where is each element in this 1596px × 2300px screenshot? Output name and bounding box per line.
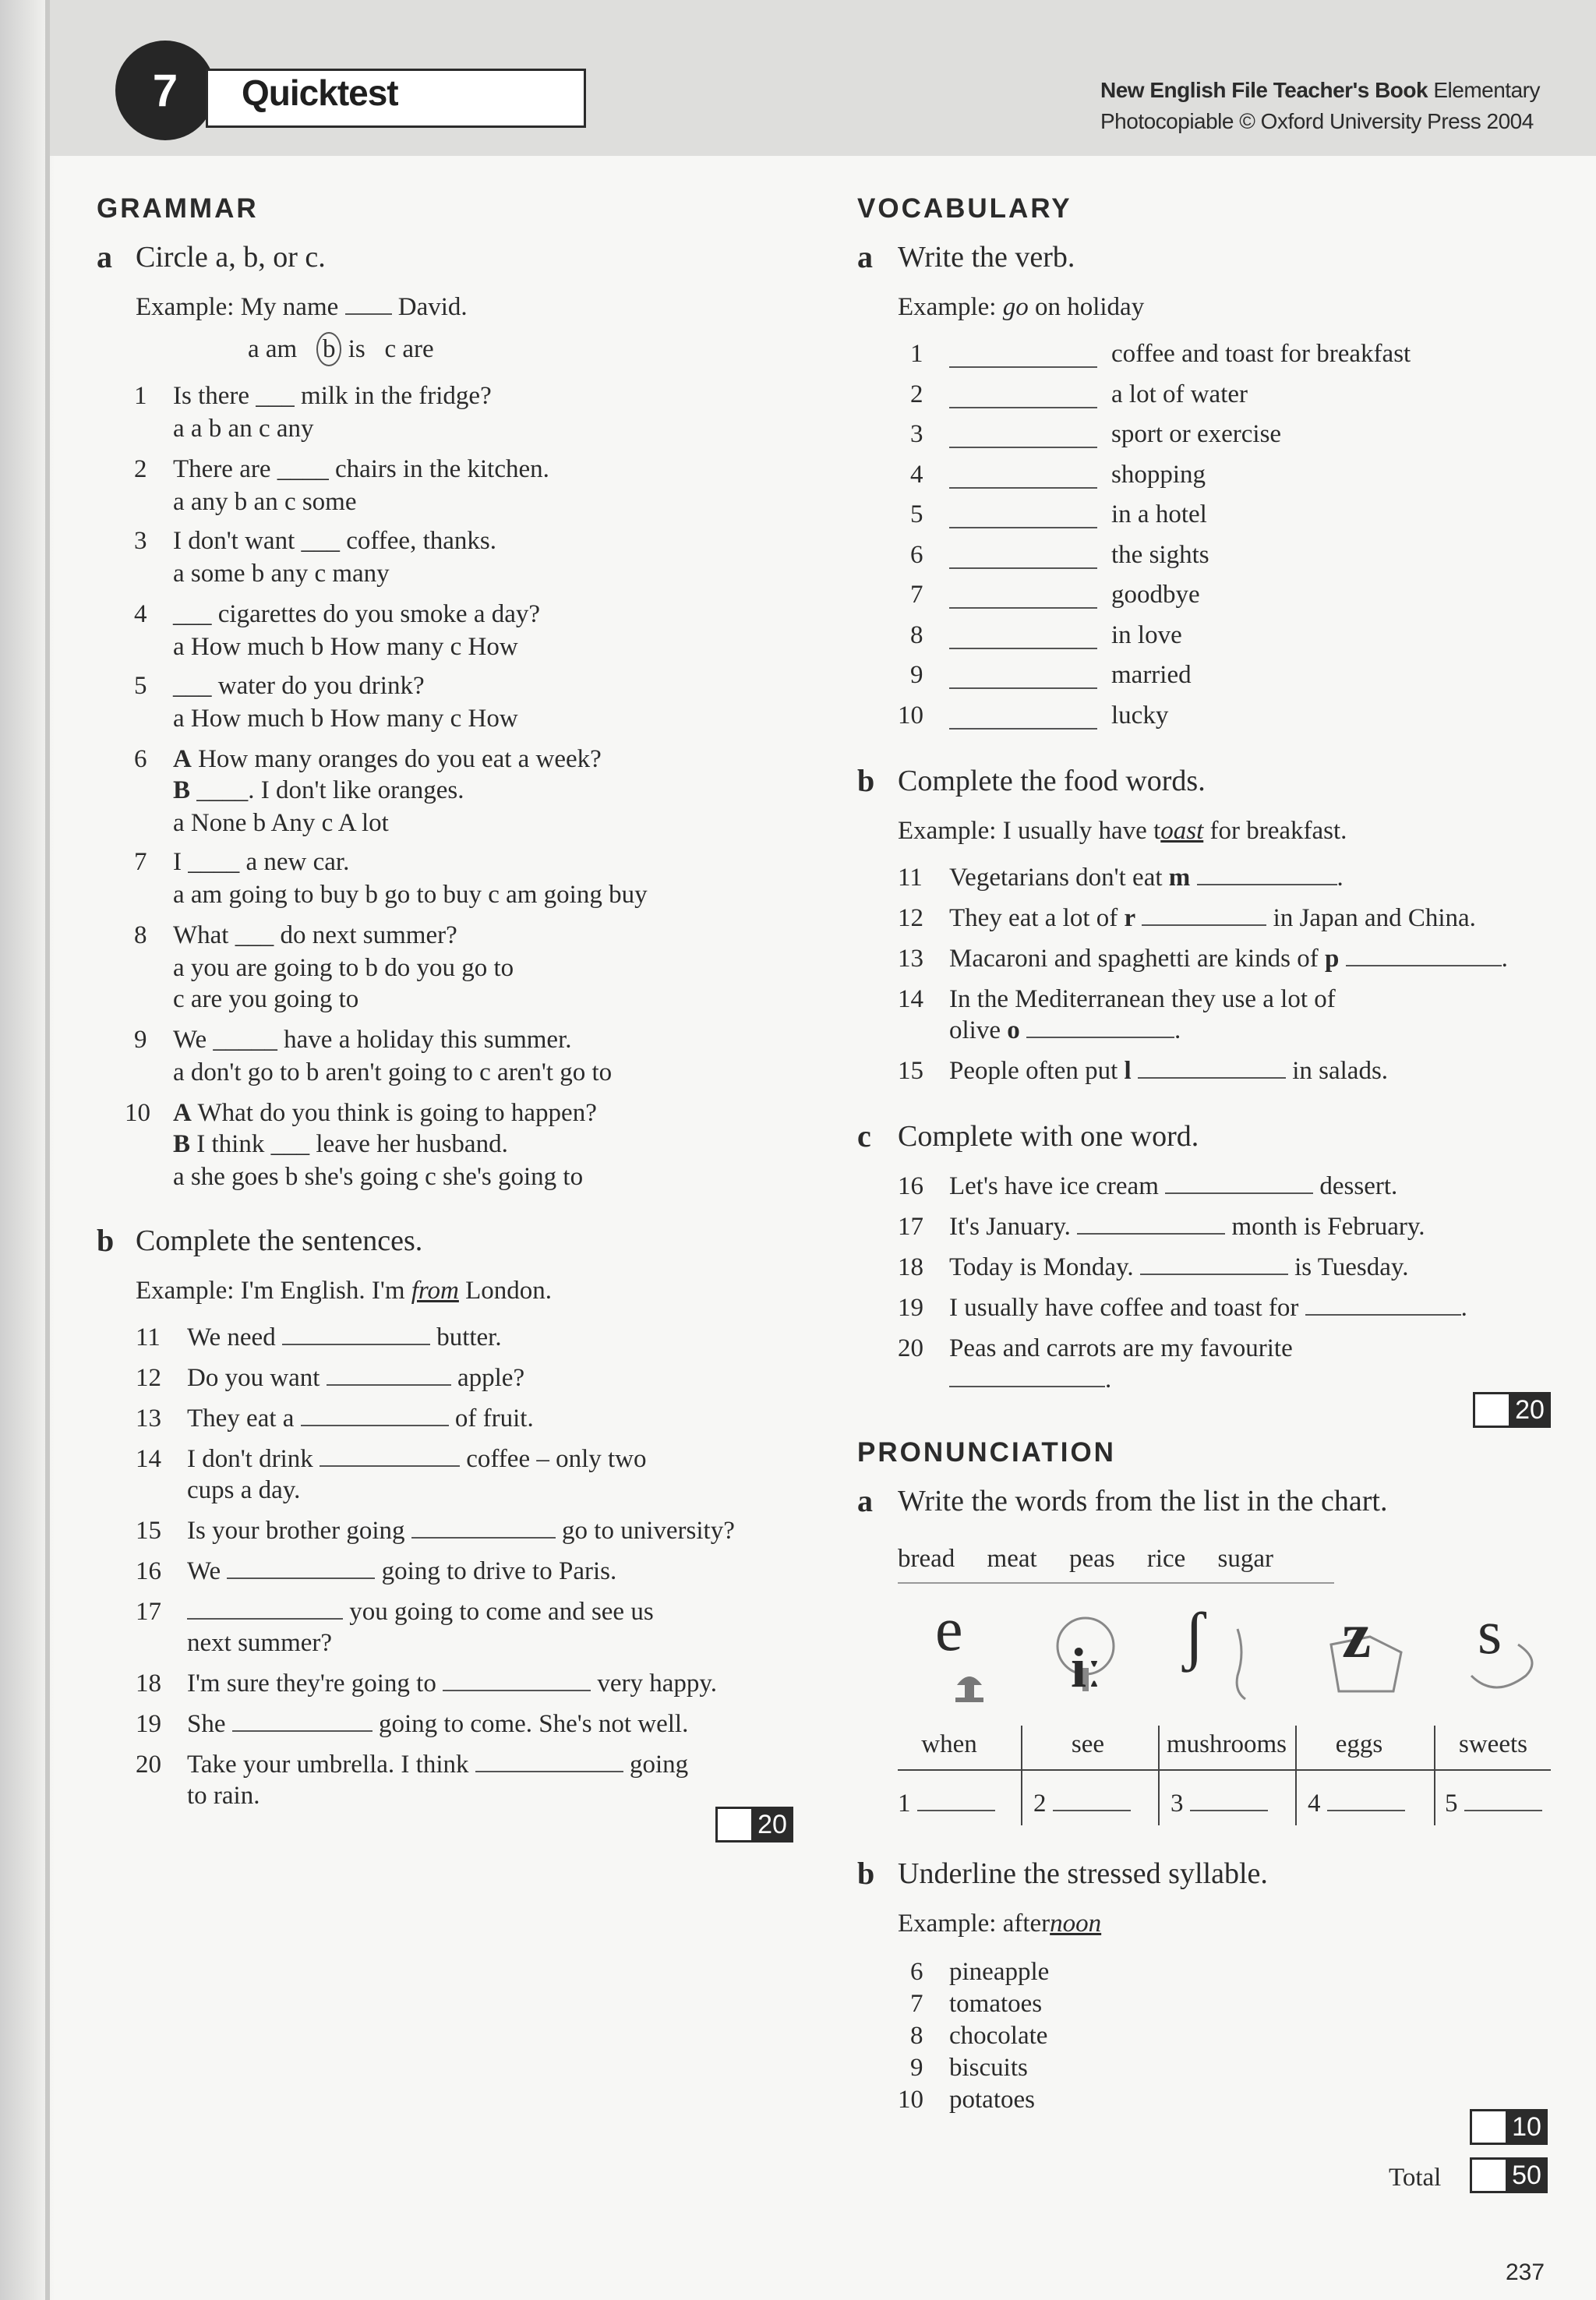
chart-column-line (1158, 1726, 1160, 1825)
symbol-s: s (1478, 1599, 1502, 1667)
q20-continuation: to rain. (187, 1782, 260, 1810)
q11-sentence (187, 1322, 502, 1353)
example-post: for breakfast. (1209, 817, 1347, 845)
word-rice: rice (1146, 1545, 1186, 1573)
vocab-a-item-number: 2 (910, 380, 923, 408)
q15-number: 15 (136, 1517, 161, 1545)
grammar-a-example (136, 291, 468, 323)
v14-first-letter: o (1007, 1016, 1020, 1044)
v20-post: . (1105, 1366, 1112, 1394)
word-meat: meat (987, 1545, 1037, 1573)
q1-options: a a b an c any (173, 415, 314, 443)
chart-word-see: see (1071, 1730, 1105, 1758)
vocab-a-item-number: 6 (910, 540, 923, 569)
example-option-b-word: is (348, 335, 365, 363)
answer-blank (949, 626, 1097, 649)
q11-post: butter. (436, 1323, 502, 1351)
q2-number: 2 (134, 455, 147, 483)
v11-first-letter: m (1168, 864, 1191, 892)
q10-line-a (173, 1097, 597, 1129)
q19-pre: She (187, 1710, 226, 1738)
q13-number: 13 (136, 1404, 161, 1433)
answer-blank (949, 425, 1097, 448)
speaker-b: B (173, 776, 191, 804)
q6-number: 6 (134, 745, 147, 773)
q18-post: very happy. (597, 1669, 717, 1698)
unit-number-badge: 7 (115, 41, 215, 140)
q10-line-b (173, 1129, 508, 1160)
q5-options: a How much b How many c How (173, 705, 518, 733)
book-level: Elementary (1428, 78, 1540, 102)
v18-pre: Today is Monday. (949, 1253, 1134, 1281)
symbol-e: e (935, 1595, 963, 1664)
vocab-b-example (898, 815, 1347, 846)
vocab-a-instruction: Write the verb. (898, 241, 1075, 274)
pronunciation-heading: PRONUNCIATION (857, 1437, 1116, 1468)
answer-number: 3 (1171, 1789, 1184, 1818)
v14-line1: In the Mediterranean they use a lot of (949, 985, 1336, 1013)
word-list (898, 1543, 1273, 1574)
v13-sentence (949, 943, 1508, 974)
v15-post: in salads. (1292, 1057, 1389, 1085)
vocab-b-instruction: Complete the food words. (898, 765, 1206, 797)
v12-first-letter: r (1124, 904, 1136, 932)
q5-question: ___ water do you drink? (173, 672, 425, 700)
v12-sentence (949, 903, 1476, 934)
grammar-b-instruction: Complete the sentences. (136, 1224, 423, 1257)
example-option-a: a am (248, 335, 298, 363)
v13-first-letter: p (1325, 945, 1340, 973)
chart-column-line (1021, 1726, 1022, 1825)
answer-blank (949, 666, 1097, 689)
v13-post: . (1501, 945, 1508, 973)
v14-line2 (949, 1015, 1181, 1046)
v19-sentence (949, 1292, 1467, 1323)
v11-sentence (949, 862, 1344, 893)
q20-sentence (187, 1749, 688, 1780)
vocab-a-letter: a (857, 239, 873, 274)
q11-number: 11 (136, 1323, 161, 1351)
v18-post: is Tuesday. (1294, 1253, 1409, 1281)
vocab-a-item-text: sport or exercise (1111, 420, 1282, 448)
v12-post: in Japan and China. (1273, 904, 1476, 932)
chart-column-line (1295, 1726, 1297, 1825)
page-title: Quicktest (242, 72, 398, 113)
answer-number: 5 (1445, 1789, 1458, 1818)
vocab-b-letter: b (857, 763, 875, 798)
vocab-c-letter: c (857, 1118, 871, 1154)
vocab-a-item-text: in love (1111, 620, 1182, 649)
q7-number: 7 (134, 848, 147, 876)
answer-blank (949, 385, 1097, 408)
v13-pre: Macaroni and spaghetti are kinds of (949, 945, 1319, 973)
q6-answer: ____. I don't like oranges. (196, 776, 464, 804)
q19-post: going to come. She's not well. (379, 1710, 689, 1738)
q17-number: 17 (136, 1598, 161, 1626)
q8-number: 8 (134, 921, 147, 949)
v11-pre: Vegetarians don't eat (949, 864, 1163, 892)
q6-question: How many oranges do you eat a week? (198, 745, 602, 773)
publisher-info (1100, 75, 1540, 137)
q15-post: go to university? (562, 1517, 735, 1545)
vocab-a-item-number: 8 (910, 620, 923, 649)
v17-sentence (949, 1211, 1425, 1242)
q1-question: Is there ___ milk in the fridge? (173, 382, 492, 410)
q8-options-cont: c are you going to (173, 985, 359, 1013)
q14-number: 14 (136, 1445, 161, 1473)
answer-blank (949, 505, 1097, 528)
pron-b-instruction: Underline the stressed syllable. (898, 1857, 1268, 1890)
answer-blank (949, 546, 1097, 569)
q10-answer: I think ___ leave her husband. (196, 1130, 508, 1158)
pronunciation-score: 10 (1506, 2109, 1548, 2145)
answer-number: 4 (1308, 1789, 1321, 1818)
v16-sentence (949, 1171, 1397, 1202)
word-list-underline (898, 1582, 1334, 1584)
chart-answer-5 (1445, 1788, 1542, 1819)
q8-question: What ___ do next summer? (173, 921, 457, 949)
vocab-a-item-text: a lot of water (1111, 380, 1248, 408)
q13-pre: They eat a (187, 1404, 295, 1433)
speaker-a: A (173, 1099, 192, 1127)
q14-sentence (187, 1443, 647, 1475)
example-text: Example: My name (136, 293, 339, 321)
q14-continuation: cups a day. (187, 1476, 301, 1504)
copyright-line: Photocopiable © Oxford University Press 2004 (1100, 109, 1534, 133)
chart-divider (898, 1769, 1551, 1771)
q6-line-b (173, 775, 464, 806)
symbol-iː: iː (1071, 1637, 1103, 1699)
q17-continuation: next summer? (187, 1629, 333, 1657)
pron-b-item-number: 7 (910, 1990, 923, 2018)
example-pre: Example: (898, 293, 997, 321)
grammar-b-example (136, 1275, 552, 1306)
q19-sentence (187, 1708, 688, 1740)
v20-number: 20 (898, 1334, 923, 1362)
chart-word-when: when (921, 1730, 977, 1758)
q4-question: ___ cigarettes do you smoke a day? (173, 600, 541, 628)
v17-number: 17 (898, 1213, 923, 1241)
vocab-c-instruction: Complete with one word. (898, 1120, 1199, 1153)
grammar-b-letter: b (97, 1223, 115, 1258)
answer-blank (949, 465, 1097, 489)
q13-post: of fruit. (454, 1404, 534, 1433)
example-pre: Example: I'm English. I'm (136, 1277, 405, 1305)
q5-number: 5 (134, 672, 147, 700)
chart-answer-3 (1171, 1788, 1268, 1819)
vocab-a-item-text: the sights (1111, 540, 1209, 569)
pron-b-item-number: 10 (898, 2086, 923, 2114)
vocab-a-item-text: in a hotel (1111, 500, 1207, 528)
q18-sentence (187, 1668, 717, 1699)
pron-b-item-word: biscuits (949, 2054, 1028, 2082)
pron-b-item-number: 9 (910, 2054, 923, 2082)
page-number: 237 (1506, 2259, 1545, 2285)
book-title: New English File Teacher's Book (1100, 78, 1428, 102)
example-post: London. (465, 1277, 553, 1305)
q15-pre: Is your brother going (187, 1517, 405, 1545)
vocab-a-item-text: shopping (1111, 460, 1206, 489)
speaker-a: A (173, 745, 192, 773)
q10-question: What do you think is going to happen? (197, 1099, 597, 1127)
q9-options: a don't go to b aren't going to c aren't go to (173, 1058, 613, 1086)
answer-blank (949, 706, 1097, 730)
pron-a-instruction: Write the words from the list in the chart. (898, 1485, 1388, 1517)
v19-number: 19 (898, 1294, 923, 1322)
v18-number: 18 (898, 1253, 923, 1281)
q11-pre: We need (187, 1323, 276, 1351)
q3-question: I don't want ___ coffee, thanks. (173, 527, 496, 555)
total-label: Total (1389, 2164, 1442, 2192)
example-after: David. (397, 293, 468, 321)
sound-pictures (895, 1598, 1551, 1715)
v14-pre: olive (949, 1016, 1001, 1044)
v16-pre: Let's have ice cream (949, 1172, 1159, 1200)
vocabulary-heading: VOCABULARY (857, 193, 1072, 224)
pron-b-item-word: tomatoes (949, 1990, 1043, 2018)
q9-question: We _____ have a holiday this summer. (173, 1026, 572, 1054)
example-pre: Example: I usually have t (898, 817, 1161, 845)
v15-number: 15 (898, 1057, 923, 1085)
v15-pre: People often put (949, 1057, 1118, 1085)
example-pre: Example: after (898, 1910, 1050, 1938)
word-bread: bread (898, 1545, 955, 1573)
vocab-a-item-text: lucky (1111, 701, 1169, 730)
grammar-a-instruction: Circle a, b, or c. (136, 241, 326, 274)
q16-number: 16 (136, 1557, 161, 1585)
q12-number: 12 (136, 1364, 161, 1392)
v11-number: 11 (898, 864, 923, 892)
vocab-a-item-text: goodbye (1111, 581, 1200, 609)
q17-sentence (187, 1596, 654, 1627)
q20-number: 20 (136, 1751, 161, 1779)
q2-options: a any b an c some (173, 488, 357, 516)
q16-post: going to drive to Paris. (381, 1557, 617, 1585)
pron-a-letter: a (857, 1483, 873, 1518)
example-answer: from (411, 1277, 459, 1305)
v15-first-letter: l (1124, 1057, 1132, 1085)
vocab-a-item-number: 7 (910, 581, 923, 609)
pron-b-example (898, 1908, 1101, 1939)
v15-sentence (949, 1055, 1388, 1086)
chart-word-mushrooms: mushrooms (1166, 1730, 1287, 1758)
grammar-score: 20 (751, 1807, 793, 1842)
q14-pre: I don't drink (187, 1445, 313, 1473)
vocab-a-item-number: 9 (910, 661, 923, 689)
v13-number: 13 (898, 945, 923, 973)
q9-number: 9 (134, 1026, 147, 1054)
q1-number: 1 (134, 382, 147, 410)
vocab-a-item-number: 5 (910, 500, 923, 528)
example-post: on holiday (1034, 293, 1145, 321)
v19-post: . (1460, 1294, 1467, 1322)
chart-word-eggs: eggs (1335, 1730, 1383, 1758)
q7-question: I ____ a new car. (173, 848, 350, 876)
answer-blank (949, 344, 1097, 368)
v11-post: . (1336, 864, 1344, 892)
pron-b-item-number: 6 (910, 1958, 923, 1986)
q14-post: coffee – only two (466, 1445, 647, 1473)
q16-pre: We (187, 1557, 221, 1585)
q18-number: 18 (136, 1669, 161, 1698)
grammar-a-example-options (248, 332, 434, 366)
vocab-a-item-number: 3 (910, 420, 923, 448)
q12-pre: Do you want (187, 1364, 320, 1392)
q6-options: a None b Any c A lot (173, 809, 389, 837)
example-answer: oast (1160, 817, 1204, 845)
pron-b-item-word: potatoes (949, 2086, 1035, 2114)
chart-answer-1 (898, 1788, 995, 1819)
symbol-ʃ: ʃ (1183, 1598, 1206, 1673)
pron-b-item-word: pineapple (949, 1958, 1050, 1986)
q2-question: There are ____ chairs in the kitchen. (173, 455, 549, 483)
example-option-b-circled: b (316, 332, 342, 366)
q17-post: you going to come and see us (349, 1598, 654, 1626)
q8-options: a you are going to b do you go to (173, 954, 514, 982)
q16-sentence (187, 1556, 616, 1587)
v16-post: dessert. (1319, 1172, 1398, 1200)
v17-pre: It's January. (949, 1213, 1071, 1241)
word-peas: peas (1068, 1545, 1115, 1573)
example-answer: noon (1050, 1910, 1102, 1938)
chart-column-line (1434, 1726, 1435, 1825)
speaker-b: B (173, 1130, 191, 1158)
q12-post: apple? (457, 1364, 525, 1392)
q4-options: a How much b How many c How (173, 633, 518, 661)
q19-number: 19 (136, 1710, 161, 1738)
pron-b-letter: b (857, 1856, 875, 1891)
vocab-a-item-text: married (1111, 661, 1192, 689)
v18-sentence (949, 1252, 1409, 1283)
v19-pre: I usually have coffee and toast for (949, 1294, 1299, 1322)
example-answer: go (1002, 293, 1029, 321)
q15-sentence (187, 1515, 735, 1546)
q12-sentence (187, 1362, 524, 1394)
answer-blank (949, 585, 1097, 609)
q4-number: 4 (134, 600, 147, 628)
total-score: 50 (1506, 2157, 1548, 2193)
q3-options: a some b any c many (173, 560, 390, 588)
vocab-a-example (898, 291, 1144, 323)
v20-pre: Peas and carrots are my favourite (949, 1334, 1293, 1362)
q3-number: 3 (134, 527, 147, 555)
v17-post: month is February. (1231, 1213, 1425, 1241)
example-option-c: c are (384, 335, 434, 363)
vocab-a-item-number: 10 (898, 701, 923, 730)
answer-number: 2 (1033, 1789, 1047, 1818)
shower-picture (1237, 1629, 1245, 1699)
word-sugar: sugar (1217, 1545, 1274, 1573)
egg-cup-picture (955, 1676, 983, 1702)
vocab-a-item-text: coffee and toast for breakfast (1111, 340, 1411, 368)
q6-line-a (173, 744, 602, 775)
v14-post: . (1174, 1016, 1181, 1044)
symbol-z: z (1342, 1599, 1372, 1672)
grammar-a-letter: a (97, 239, 112, 274)
pron-b-item-word: chocolate (949, 2022, 1048, 2050)
v20-answer-line (949, 1364, 1111, 1395)
v16-number: 16 (898, 1172, 923, 1200)
q10-options: a she goes b she's going c she's going to (173, 1163, 584, 1191)
v12-number: 12 (898, 904, 923, 932)
spine-line (45, 0, 50, 2300)
q20-post: going (630, 1751, 689, 1779)
answer-number: 1 (898, 1789, 911, 1818)
chart-word-sweets: sweets (1459, 1730, 1527, 1758)
pron-b-item-number: 8 (910, 2022, 923, 2050)
chart-answer-4 (1308, 1788, 1405, 1819)
q7-options: a am going to buy b go to buy c am going buy (173, 881, 648, 909)
chart-answer-2 (1033, 1788, 1131, 1819)
q13-sentence (187, 1403, 534, 1434)
vocab-a-item-number: 4 (910, 460, 923, 489)
v12-pre: They eat a lot of (949, 904, 1118, 932)
q20-pre: Take your umbrella. I think (187, 1751, 469, 1779)
v14-number: 14 (898, 985, 923, 1013)
vocabulary-score: 20 (1509, 1392, 1551, 1428)
q18-pre: I'm sure they're going to (187, 1669, 436, 1698)
grammar-heading: GRAMMAR (97, 193, 259, 224)
vocab-a-item-number: 1 (910, 340, 923, 368)
q10-number: 10 (125, 1099, 150, 1127)
